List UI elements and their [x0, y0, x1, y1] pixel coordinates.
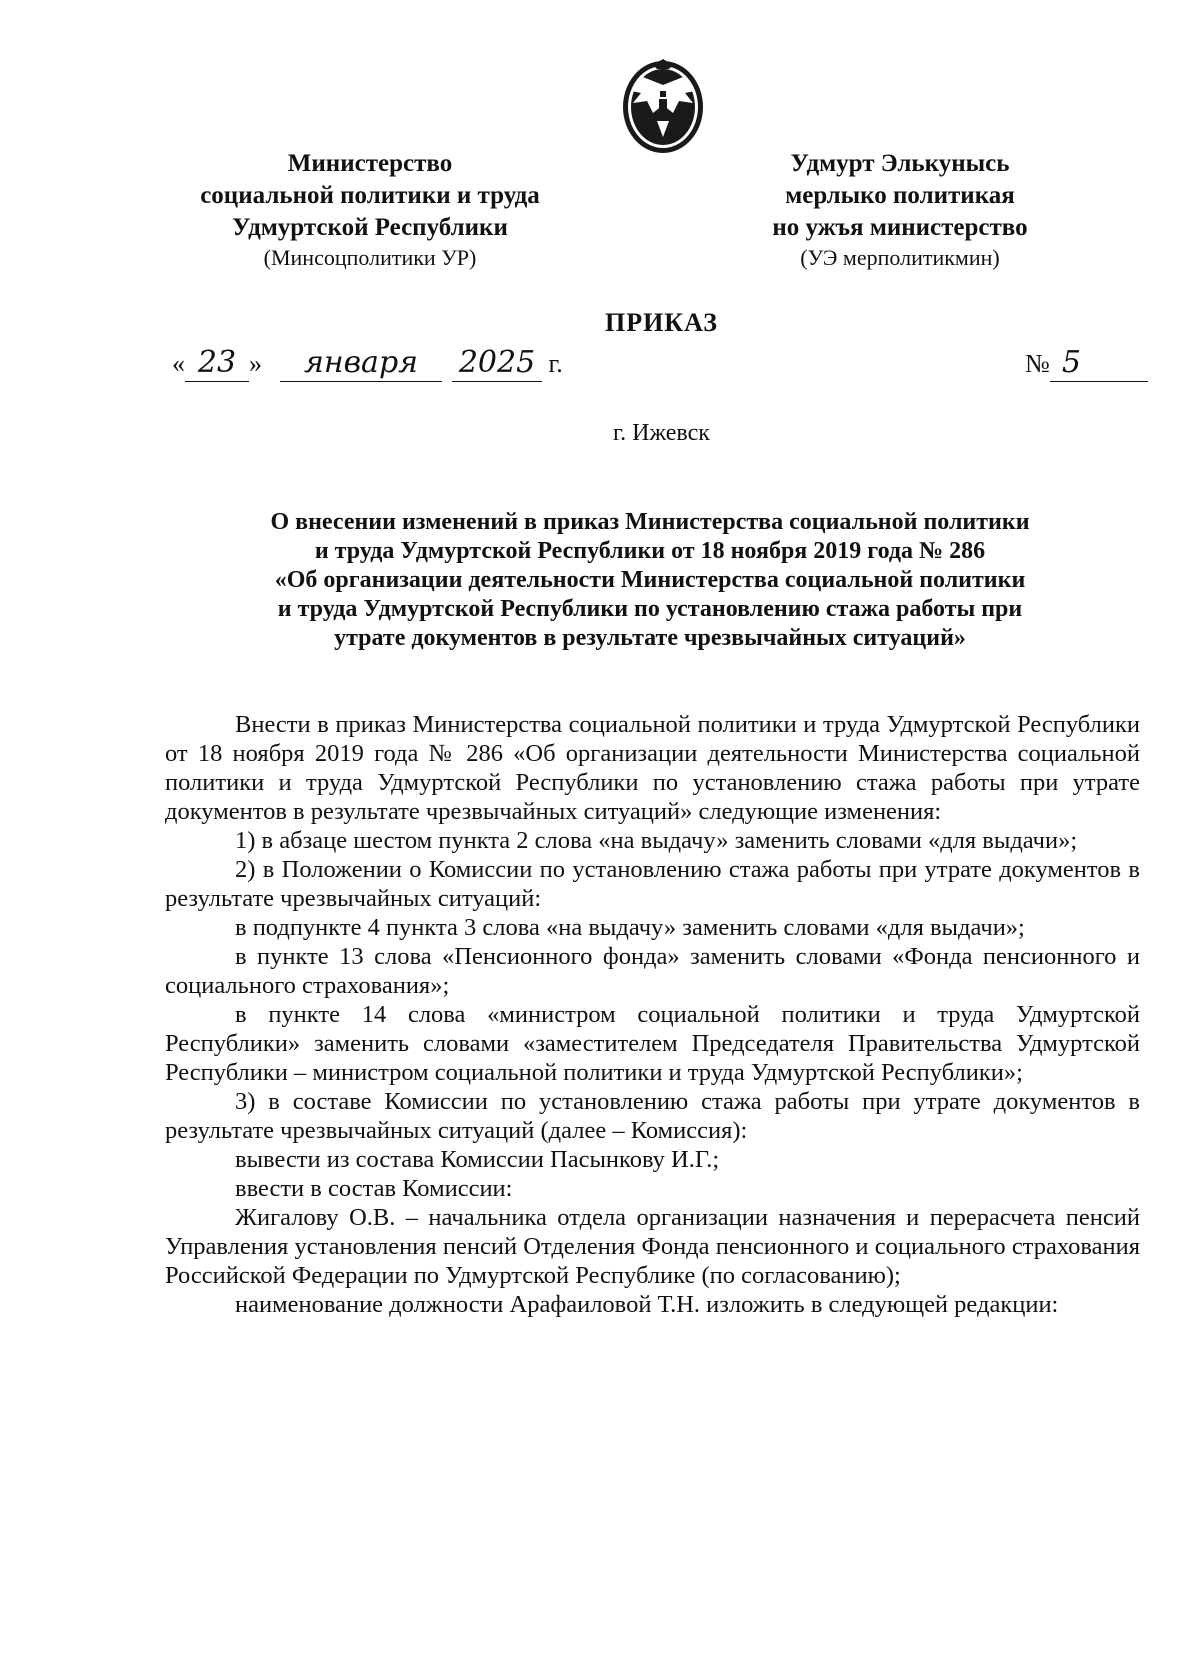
ministry-name-line1: Министерство — [287, 150, 453, 177]
body-paragraph: 1) в абзаце шестом пункта 2 слова «на выдачу» заменить словами «для выдачи»; — [235, 827, 1078, 854]
subject-line: «Об организации деятельности Министерства социальной политики — [274, 567, 1026, 593]
body-paragraph: вывести из состава Комиссии Пасынкову И.Г.; — [235, 1146, 720, 1173]
body-paragraph: в пункте 14 слова «министром социальной политики и труда Удмуртской Республики» заменить словами «заместителем Председателя Правительства Удмуртской Республики – министром социальной политики и труда Удмуртской Республики»; — [165, 1001, 1140, 1086]
date-year: 2025 — [452, 345, 542, 382]
body-paragraph: 2) в Положении о Комиссии по установлению стажа работы при утрате документов в результате чрезвычайных ситуаций: — [165, 856, 1140, 912]
subject-line: утрате документов в результате чрезвычайных ситуаций» — [334, 625, 966, 651]
body-paragraph: 3) в составе Комиссии по установлению стажа работы при утрате документов в результате чрезвычайных ситуаций (далее – Комиссия): — [165, 1088, 1140, 1144]
ministry-short-name: (Минсоцполитики УР) — [263, 245, 477, 270]
ministry-name-udm-line2: мерлыко политикая — [785, 182, 1015, 209]
ministry-name-udm-line1: Удмурт Элькунысь — [790, 150, 1010, 177]
order-body — [165, 710, 1140, 1319]
ministry-name-line2: социальной политики и труда — [200, 182, 540, 209]
body-paragraph: наименование должности Арафаиловой Т.Н. изложить в следующей редакции: — [235, 1291, 1059, 1318]
body-paragraph: в подпункте 4 пункта 3 слова «на выдачу» заменить словами «для выдачи»; — [235, 914, 1025, 941]
date-year-suffix: г. — [548, 349, 563, 378]
body-paragraph: Внести в приказ Министерства социальной политики и труда Удмуртской Республики от 18 ноября 2019 года № 286 «Об организации деятельности Министерства социальной политики и труда Удмуртской Республики по установлению стажа работы при утрате документов в результате чрезвычайных ситуаций» следующие изменения: — [165, 711, 1140, 825]
subject-line: О внесении изменений в приказ Министерства социальной политики — [270, 509, 1030, 535]
ministry-name-udm-line3: но ужъя министерство — [772, 214, 1028, 241]
order-city: г. Ижевск — [613, 420, 710, 446]
body-paragraph: Жигалову О.В. – начальника отдела организации назначения и перерасчета пенсий Управления установления пенсий Отделения Фонда пенсионного и социального страхования Российской Федерации по Удмуртской Республике (по согласованию); — [165, 1204, 1140, 1289]
order-title: ПРИКАЗ — [604, 308, 719, 337]
order-subject — [200, 508, 1100, 653]
order-number-label: № — [1025, 349, 1050, 378]
ministry-header-russian — [160, 148, 580, 272]
date-open-quote: « — [172, 349, 185, 378]
ministry-short-name-udm: (УЭ мерполитикмин) — [800, 245, 1000, 270]
order-date — [172, 345, 563, 382]
order-number-value: 5 — [1050, 345, 1148, 382]
coat-of-arms-emblem — [613, 55, 713, 165]
date-day: 23 — [185, 345, 249, 382]
ministry-header-udmurt — [730, 148, 1070, 272]
ministry-name-line3: Удмуртской Республики — [232, 214, 508, 241]
subject-line: и труда Удмуртской Республики от 18 ноября 2019 года № 286 — [314, 538, 986, 564]
body-paragraph: в пункте 13 слова «Пенсионного фонда» заменить словами «Фонда пенсионного и социального страхования»; — [165, 943, 1140, 999]
order-number — [1025, 345, 1148, 382]
date-close-quote: » — [249, 349, 262, 378]
subject-line: и труда Удмуртской Республики по установлению стажа работы при — [277, 596, 1023, 622]
date-month: января — [280, 345, 442, 382]
body-paragraph: ввести в состав Комиссии: — [235, 1175, 513, 1202]
